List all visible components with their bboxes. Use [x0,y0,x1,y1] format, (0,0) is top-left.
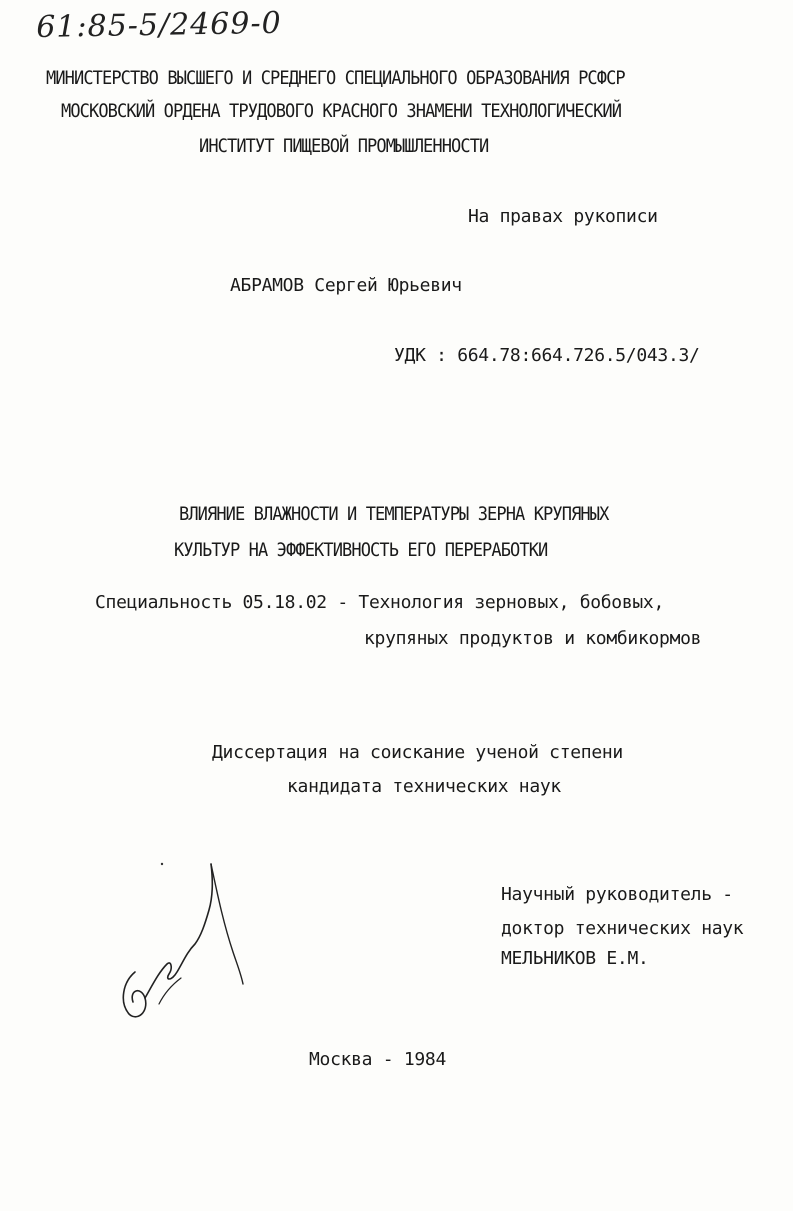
title-line-2: КУЛЬТУР НА ЭФФЕКТИВНОСТЬ ЕГО ПЕРЕРАБОТКИ [174,539,548,562]
dissertation-line-1: Диссертация на соискание ученой степени [212,742,623,763]
supervisor-name: МЕЛЬНИКОВ Е.М. [501,948,649,969]
title-line-1: ВЛИЯНИЕ ВЛАЖНОСТИ И ТЕМПЕРАТУРЫ ЗЕРНА КРУПЯНЫХ [179,503,609,526]
handwritten-archive-code: 61:85-5/2469-0 [36,5,282,45]
supervisor-degree: доктор технических наук [501,918,744,939]
specialty-line-2: крупяных продуктов и комбикормов [364,628,702,649]
supervisor-role: Научный руководитель - [501,884,733,905]
place-and-year: Москва - 1984 [309,1049,446,1070]
author-name: АБРАМОВ Сергей Юрьевич [230,275,462,296]
rights-note: На правах рукописи [468,206,658,227]
ministry-line: МИНИСТЕРСТВО ВЫСШЕГО И СРЕДНЕГО СПЕЦИАЛЬНОГО ОБРАЗОВАНИЯ РСФСР [46,67,625,90]
institute-line-1: МОСКОВСКИЙ ОРДЕНА ТРУДОВОГО КРАСНОГО ЗНАМЕНИ ТЕХНОЛОГИЧЕСКИЙ [61,100,622,123]
institute-line-2: ИНСТИТУТ ПИЩЕВОЙ ПРОМЫШЛЕННОСТИ [199,135,489,158]
udk-code: УДК : 664.78:664.726.5/043.3/ [394,345,700,366]
specialty-line-1: Специальность 05.18.02 - Технология зерновых, бобовых, [95,592,664,613]
handwritten-signature [115,852,245,1032]
dissertation-line-2: кандидата технических наук [287,776,561,797]
